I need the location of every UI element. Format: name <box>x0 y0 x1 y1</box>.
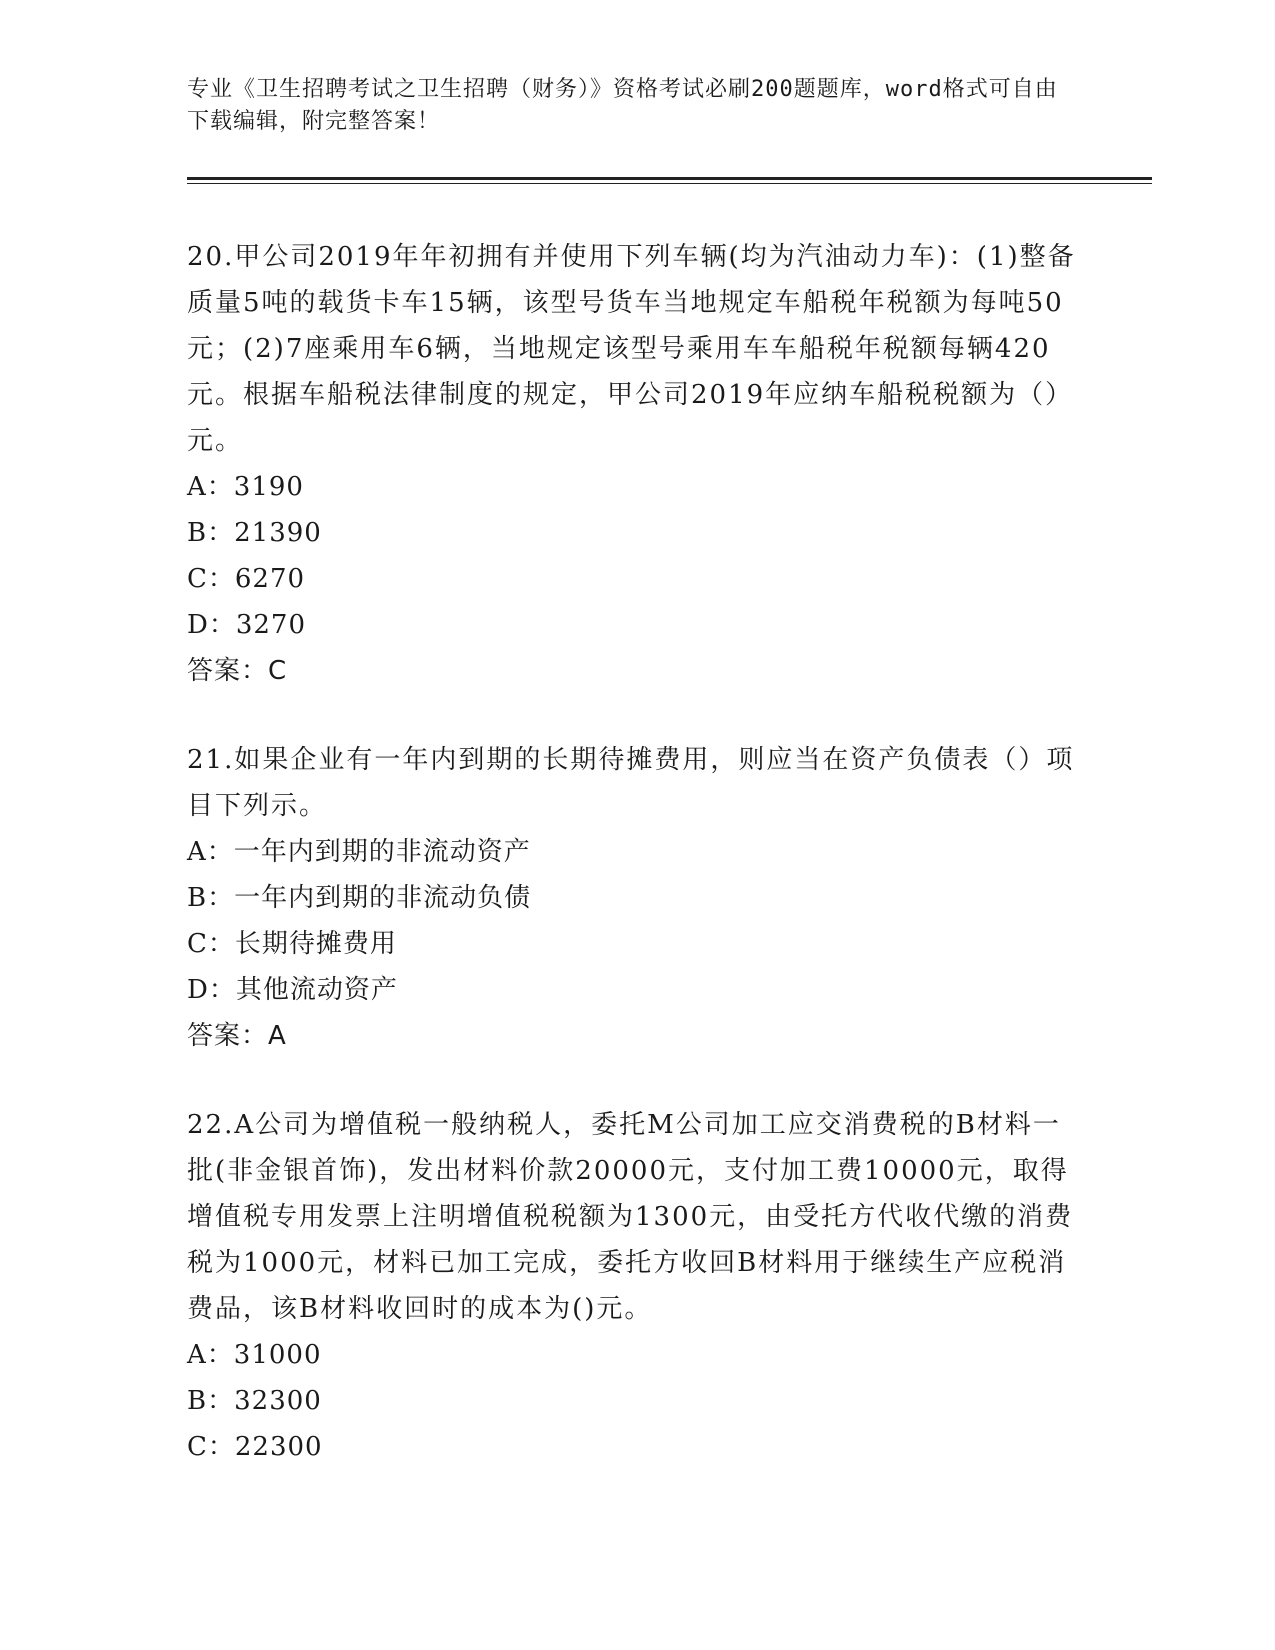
option-a: A：3190 <box>187 472 304 502</box>
option-c: C：长期待摊费用 <box>187 929 397 959</box>
header-divider-thin <box>187 183 1152 184</box>
question-list <box>187 234 1087 1513</box>
option-b: B：21390 <box>187 518 322 548</box>
header-divider-thick <box>187 177 1152 180</box>
page-header: 专业《卫生招聘考试之卫生招聘（财务）》资格考试必刷200题题库，word格式可自由下载编辑，附完整答案！ <box>187 77 1058 134</box>
option-a: A：一年内到期的非流动资产 <box>187 837 531 867</box>
option-b: B：一年内到期的非流动负债 <box>187 883 532 913</box>
option-a: A：31000 <box>187 1340 322 1370</box>
option-d: D：其他流动资产 <box>187 975 398 1005</box>
question-21 <box>187 737 1087 1059</box>
question-22 <box>187 1102 1087 1470</box>
option-c: C：6270 <box>187 564 306 594</box>
answer-label: 答案：C <box>187 656 288 686</box>
answer-label: 答案：A <box>187 1021 287 1051</box>
option-c: C：22300 <box>187 1432 323 1462</box>
option-b: B：32300 <box>187 1386 322 1416</box>
question-20 <box>187 234 1087 694</box>
question-text: 21.如果企业有一年内到期的长期待摊费用，则应当在资产负债表（）项目下列示。 <box>187 745 1075 821</box>
question-text: 22.A公司为增值税一般纳税人，委托M公司加工应交消费税的B材料一批(非金银首饰)，发出材料价款20000元，支付加工费10000元，取得增值税专用发票上注明增值税税额为1300元，由受托方代收代缴的消费税为1000元，材料已加工完成，委托方收回B材料用于继续生产应税消费品，该B材料收回时的成本为()元。 <box>187 1110 1074 1324</box>
question-text: 20.甲公司2019年年初拥有并使用下列车辆(均为汽油动力车)：(1)整备质量5吨的载货卡车15辆，该型号货车当地规定车船税年税额为每吨50元；(2)7座乘用车6辆，当地规定该型号乘用车车船税年税额每辆420元。根据车船税法律制度的规定，甲公司2019年应纳车船税税额为（）元。 <box>187 242 1076 456</box>
option-d: D：3270 <box>187 610 307 640</box>
